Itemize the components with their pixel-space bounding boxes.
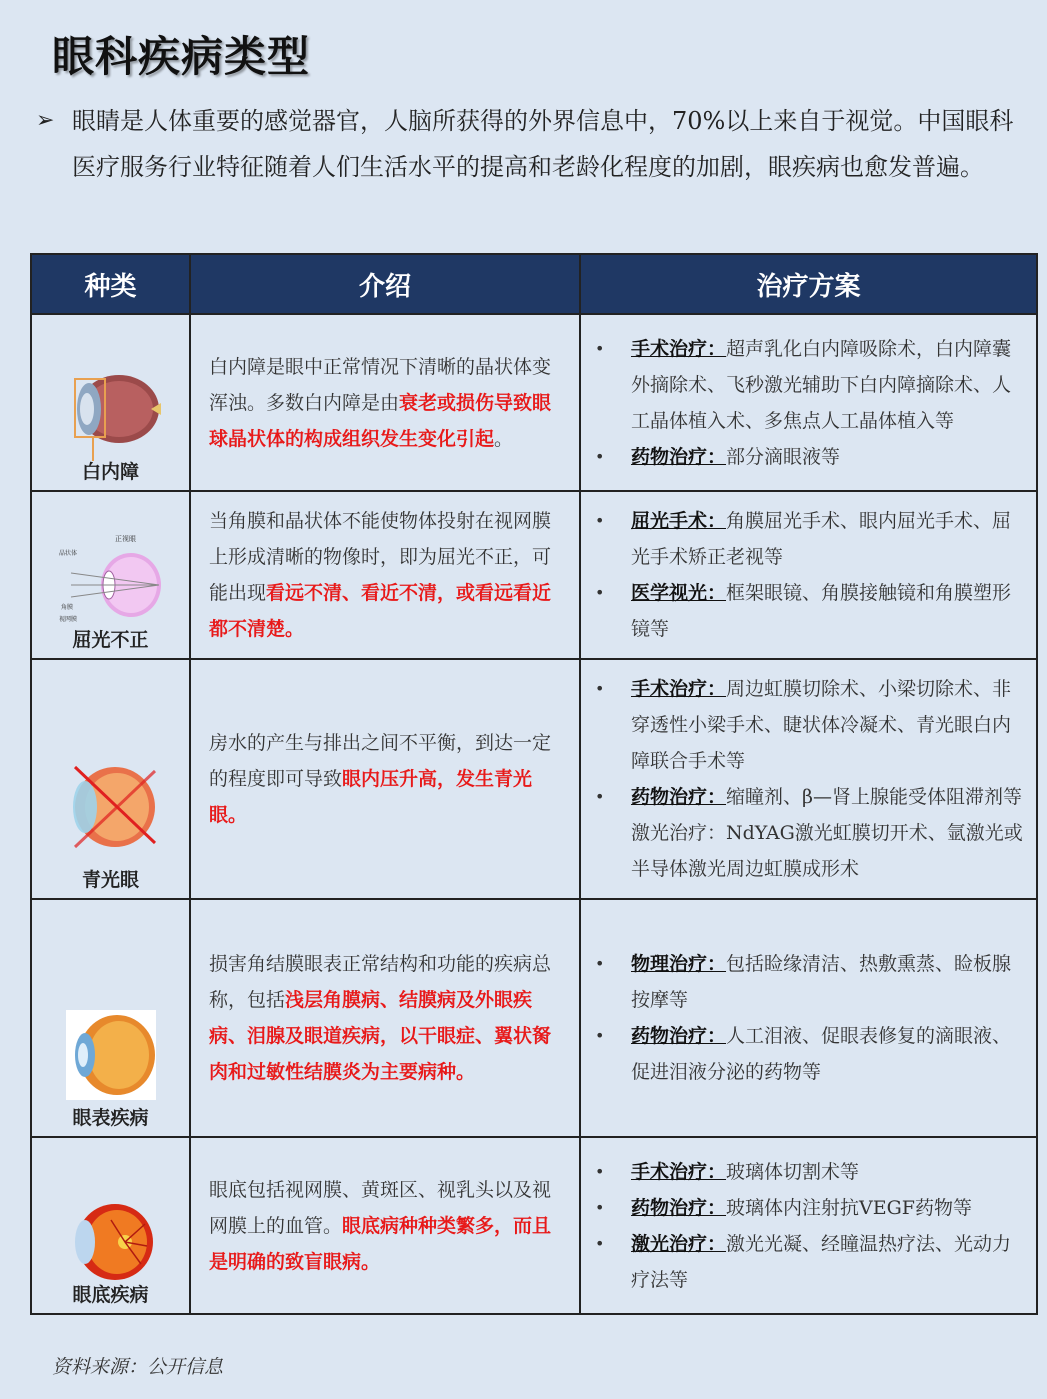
table-row bbox=[31, 1137, 1037, 1314]
intro-highlight: 眼内压升高，发生青光眼。 bbox=[209, 768, 533, 826]
diagram-label-top: 正视眼 bbox=[114, 535, 136, 543]
plan-text: 部分滴眼液等 bbox=[726, 445, 841, 468]
table-row bbox=[31, 314, 1037, 491]
kind-label: 屈光不正 bbox=[72, 629, 149, 651]
glaucoma-eye-icon bbox=[51, 747, 171, 867]
intro-highlight: 眼底病种种类繁多，而且是明确的致盲眼病。 bbox=[209, 1214, 552, 1273]
plan-text: 人工泪液、促眼表修复的滴眼液、促进泪液分泌的药物等 bbox=[631, 1025, 1012, 1083]
kind-cell bbox=[31, 314, 190, 491]
intro-highlight: 看远不清、看近不清，或看远看近都不清楚。 bbox=[209, 582, 552, 640]
bullet-icon: • bbox=[595, 1161, 605, 1181]
list-item bbox=[595, 671, 1028, 779]
arrow-bullet-icon: ➢ bbox=[36, 108, 55, 133]
plan-text: 超声乳化白内障吸除术，白内障囊外摘除术、飞秒激光辅助下白内障摘除术、人工晶体植入术、多焦点人工晶体植入等 bbox=[631, 337, 1012, 432]
plan-label: 屈光手术： bbox=[631, 510, 727, 532]
plan-label: 手术治疗： bbox=[631, 678, 727, 700]
plan-label: 手术治疗： bbox=[631, 337, 727, 360]
list-item bbox=[595, 331, 1028, 439]
bullet-icon: • bbox=[595, 787, 605, 806]
intro-cell bbox=[190, 1137, 580, 1314]
intro-cell bbox=[190, 899, 580, 1137]
list-item bbox=[595, 575, 1028, 647]
intro-highlight: 衰老或损伤导致眼球晶状体的构成组织发生变化引起 bbox=[209, 391, 552, 450]
kind-label: 白内障 bbox=[81, 461, 139, 483]
plan-label: 物理治疗： bbox=[631, 953, 727, 975]
plan-text: 包括睑缘清洁、热敷熏蒸、睑板腺按摩等 bbox=[631, 953, 1012, 1011]
header-kind: 种类 bbox=[31, 254, 190, 314]
intro-plain: 眼底包括视网膜、黄斑区、视乳头以及视网膜上的血管。 bbox=[209, 1178, 552, 1237]
bullet-icon: • bbox=[595, 679, 605, 698]
diagram-label-cornea: 角膜 bbox=[60, 604, 73, 611]
source-note: 资料来源：公开信息 bbox=[52, 1356, 224, 1378]
intro-plain: 房水的产生与排出之间不平衡，到达一定的程度即可导致 bbox=[209, 732, 552, 790]
page-title: 眼科疾病类型 bbox=[52, 32, 311, 81]
plan-label: 药物治疗： bbox=[631, 1196, 727, 1219]
list-item bbox=[595, 946, 1028, 1018]
ocular-surface-eye-icon bbox=[61, 1005, 161, 1105]
bullet-icon: • bbox=[595, 583, 605, 602]
bullet-icon: • bbox=[595, 446, 605, 466]
intro-cell bbox=[190, 659, 580, 899]
list-item bbox=[595, 439, 1028, 475]
diagram-label-lens: 晶状体 bbox=[58, 550, 77, 557]
plan-cell bbox=[580, 314, 1037, 491]
table-row bbox=[31, 899, 1037, 1137]
refraction-diagram-icon bbox=[51, 527, 171, 637]
intro-cell bbox=[190, 314, 580, 491]
kind-label: 青光眼 bbox=[81, 869, 139, 891]
bullet-icon: • bbox=[595, 1197, 605, 1217]
list-item bbox=[595, 503, 1028, 575]
disease-table bbox=[30, 253, 1038, 1315]
kind-cell bbox=[31, 899, 190, 1137]
cataract-eye-icon bbox=[51, 353, 171, 473]
bullet-icon: • bbox=[595, 1233, 605, 1253]
plan-cell bbox=[580, 899, 1037, 1137]
kind-label: 眼底疾病 bbox=[72, 1284, 149, 1306]
diagram-label-retina: 视网膜 bbox=[58, 616, 77, 623]
list-item bbox=[595, 1190, 1028, 1226]
table-row bbox=[31, 659, 1037, 899]
plan-text: 角膜屈光手术、眼内屈光手术、屈光手术矫正老视等 bbox=[631, 510, 1012, 568]
plan-text: 玻璃体切割术等 bbox=[726, 1160, 860, 1183]
intro-paragraph bbox=[36, 98, 1016, 190]
bullet-icon: • bbox=[595, 1026, 605, 1045]
plan-text: 缩瞳剂、β—肾上腺能受体阻滞剂等激光治疗：NdYAG激光虹膜切开术、氩激光或半导体激光周边虹膜成形术 bbox=[631, 786, 1023, 880]
fundus-eye-icon bbox=[61, 1194, 161, 1294]
plan-label: 药物治疗： bbox=[631, 1025, 727, 1047]
kind-label: 眼表疾病 bbox=[72, 1107, 149, 1129]
bullet-icon: • bbox=[595, 338, 605, 358]
header-plan: 治疗方案 bbox=[580, 254, 1037, 314]
plan-text: 玻璃体内注射抗VEGF药物等 bbox=[726, 1196, 972, 1219]
list-item bbox=[595, 1226, 1028, 1298]
plan-label: 手术治疗： bbox=[631, 1160, 727, 1183]
table-header-row bbox=[31, 254, 1037, 314]
plan-cell bbox=[580, 1137, 1037, 1314]
intro-highlight: 浅层角膜病、结膜病及外眼疾病、泪腺及眼道疾病，以干眼症、翼状胬肉和过敏性结膜炎为主要病种。 bbox=[209, 989, 552, 1083]
plan-label: 医学视光： bbox=[631, 582, 727, 604]
plan-label: 激光治疗： bbox=[631, 1232, 727, 1255]
plan-cell bbox=[580, 659, 1037, 899]
intro-plain: 当角膜和晶状体不能使物体投射在视网膜上形成清晰的物像时，即为屈光不正，可能出现 bbox=[209, 510, 552, 604]
list-item bbox=[595, 779, 1028, 887]
plan-text: 激光光凝、经瞳温热疗法、光动力疗法等 bbox=[631, 1232, 1012, 1291]
list-item bbox=[595, 1018, 1028, 1090]
intro-plain: 白内障是眼中正常情况下清晰的晶状体变浑浊。多数白内障是由 bbox=[209, 355, 552, 414]
intro-text: 眼睛是人体重要的感觉器官，人脑所获得的外界信息中，70%以上来自于视觉。中国眼科医疗服务行业特征随着人们生活水平的提高和老龄化程度的加剧，眼疾病也愈发普遍。 bbox=[72, 107, 1014, 181]
bullet-icon: • bbox=[595, 954, 605, 973]
table-row bbox=[31, 491, 1037, 659]
plan-label: 药物治疗： bbox=[631, 786, 727, 808]
bullet-icon: • bbox=[595, 511, 605, 530]
kind-cell bbox=[31, 491, 190, 659]
plan-text: 周边虹膜切除术、小梁切除术、非穿透性小梁手术、睫状体冷凝术、青光眼白内障联合手术等 bbox=[631, 678, 1012, 772]
intro-plain: 损害角结膜眼表正常结构和功能的疾病总称，包括 bbox=[209, 953, 552, 1011]
plan-label: 药物治疗： bbox=[631, 445, 727, 468]
header-intro: 介绍 bbox=[190, 254, 580, 314]
kind-cell bbox=[31, 659, 190, 899]
plan-cell bbox=[580, 491, 1037, 659]
plan-text: 框架眼镜、角膜接触镜和角膜塑形镜等 bbox=[631, 582, 1012, 640]
list-item bbox=[595, 1154, 1028, 1190]
intro-cell bbox=[190, 491, 580, 659]
intro-plain-end: 。 bbox=[494, 427, 514, 450]
kind-cell bbox=[31, 1137, 190, 1314]
